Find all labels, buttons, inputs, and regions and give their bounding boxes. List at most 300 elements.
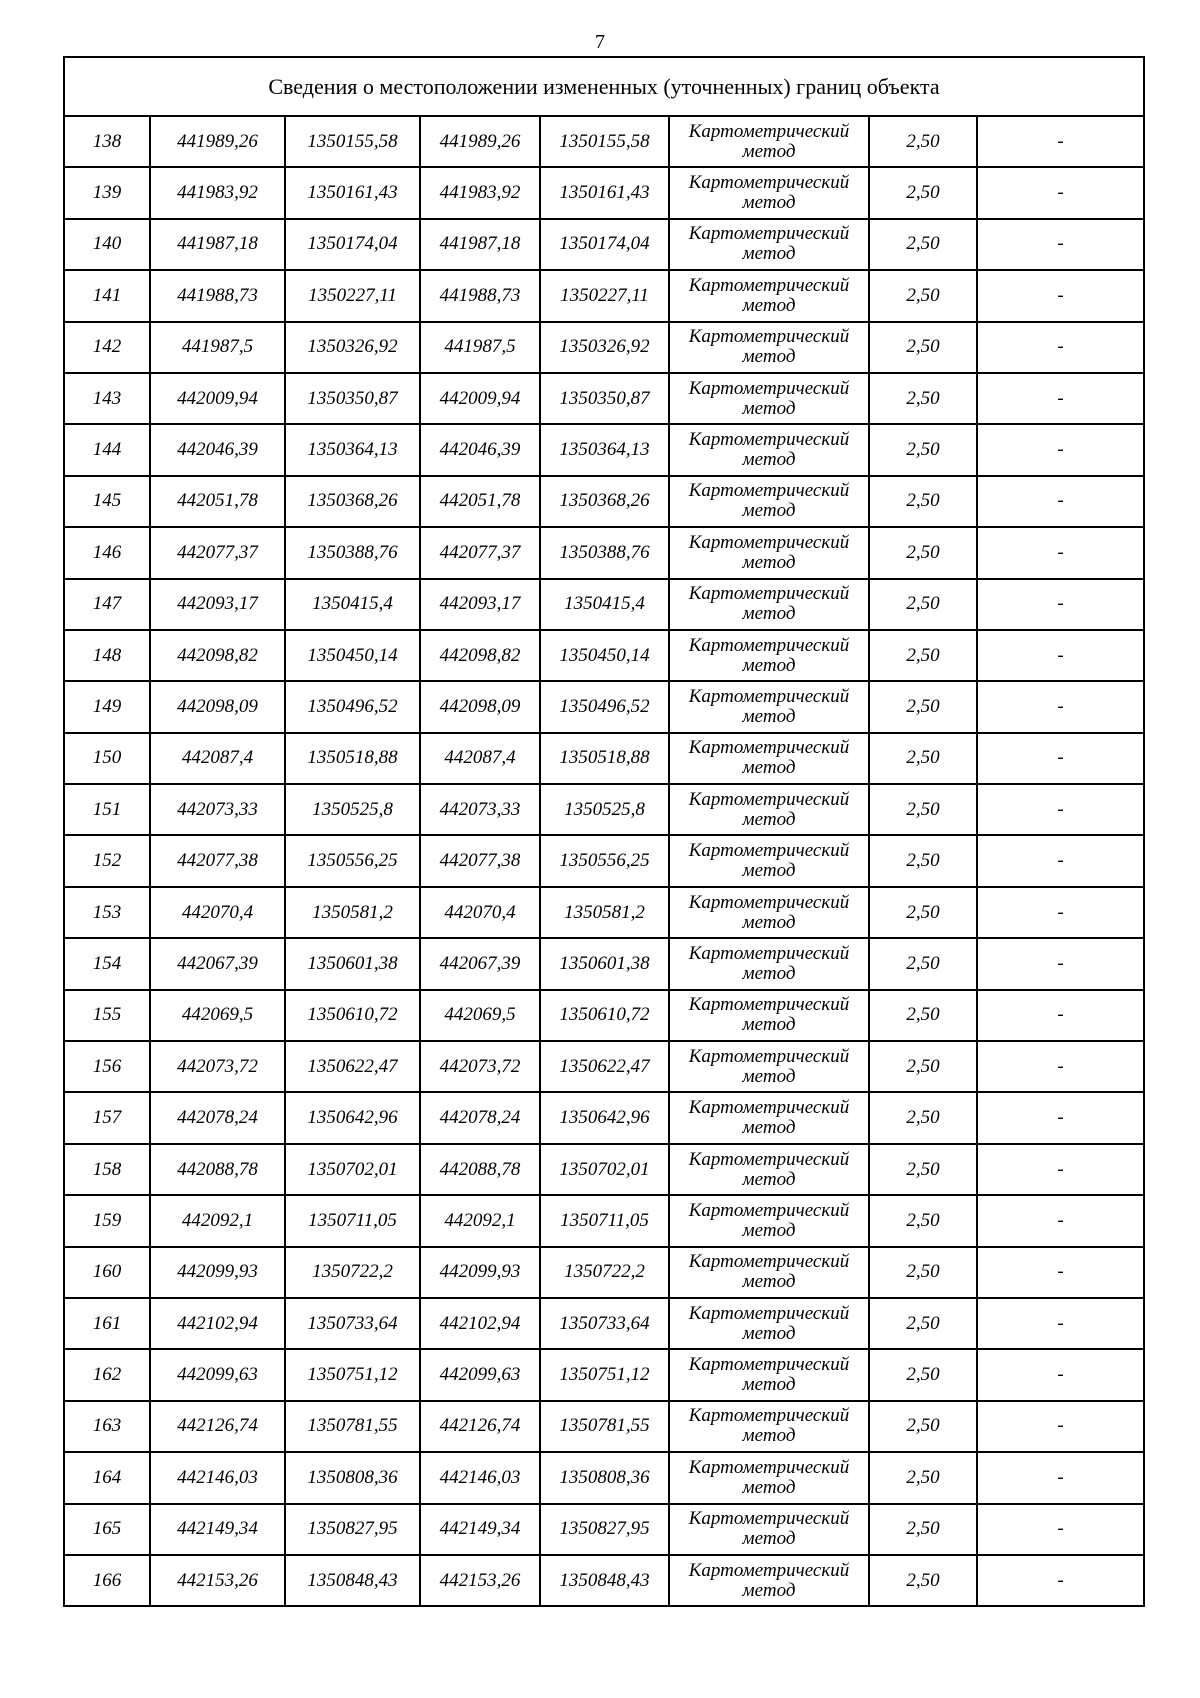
existing-y-cell: 1350174,04 bbox=[285, 219, 420, 270]
precision-cell: 2,50 bbox=[869, 322, 977, 373]
note-cell: - bbox=[977, 1144, 1144, 1195]
table-row bbox=[64, 1452, 1144, 1503]
table-row bbox=[64, 887, 1144, 938]
precision-cell: 2,50 bbox=[869, 270, 977, 321]
method-line-2: метод bbox=[742, 1579, 796, 1601]
existing-y-cell: 1350751,12 bbox=[285, 1349, 420, 1400]
table-title-row bbox=[64, 57, 1144, 116]
method-cell bbox=[669, 1401, 869, 1452]
refined-y-cell: 1350174,04 bbox=[540, 219, 669, 270]
table-row bbox=[64, 1555, 1144, 1606]
refined-x-cell: 442069,5 bbox=[420, 990, 540, 1041]
point-number-cell: 149 bbox=[64, 681, 150, 732]
method-cell bbox=[669, 1144, 869, 1195]
point-number-cell: 165 bbox=[64, 1504, 150, 1555]
refined-x-cell: 442009,94 bbox=[420, 373, 540, 424]
method-cell bbox=[669, 681, 869, 732]
refined-x-cell: 442073,33 bbox=[420, 784, 540, 835]
method-cell bbox=[669, 1349, 869, 1400]
method-cell bbox=[669, 1452, 869, 1503]
method-line-1: Картометрический bbox=[688, 1559, 850, 1581]
method-line-2: метод bbox=[742, 449, 796, 471]
existing-x-cell: 442098,82 bbox=[150, 630, 285, 681]
existing-y-cell: 1350518,88 bbox=[285, 733, 420, 784]
method-cell bbox=[669, 1247, 869, 1298]
table-row bbox=[64, 1144, 1144, 1195]
refined-y-cell: 1350601,38 bbox=[540, 938, 669, 989]
existing-x-cell: 442073,33 bbox=[150, 784, 285, 835]
existing-y-cell: 1350848,43 bbox=[285, 1555, 420, 1606]
refined-x-cell: 442099,93 bbox=[420, 1247, 540, 1298]
existing-x-cell: 441983,92 bbox=[150, 167, 285, 218]
method-cell bbox=[669, 1092, 869, 1143]
refined-x-cell: 442078,24 bbox=[420, 1092, 540, 1143]
precision-cell: 2,50 bbox=[869, 1504, 977, 1555]
method-cell bbox=[669, 116, 869, 167]
refined-y-cell: 1350364,13 bbox=[540, 424, 669, 475]
table-row bbox=[64, 322, 1144, 373]
boundary-coordinates-table bbox=[63, 56, 1145, 1607]
existing-y-cell: 1350711,05 bbox=[285, 1195, 420, 1246]
refined-y-cell: 1350808,36 bbox=[540, 1452, 669, 1503]
existing-y-cell: 1350496,52 bbox=[285, 681, 420, 732]
precision-cell: 2,50 bbox=[869, 1401, 977, 1452]
method-cell bbox=[669, 990, 869, 1041]
method-line-2: метод bbox=[742, 397, 796, 419]
table-row bbox=[64, 1247, 1144, 1298]
point-number-cell: 141 bbox=[64, 270, 150, 321]
existing-x-cell: 441988,73 bbox=[150, 270, 285, 321]
method-line-1: Картометрический bbox=[688, 994, 850, 1016]
refined-x-cell: 442153,26 bbox=[420, 1555, 540, 1606]
refined-x-cell: 442087,4 bbox=[420, 733, 540, 784]
point-number-cell: 144 bbox=[64, 424, 150, 475]
point-number-cell: 164 bbox=[64, 1452, 150, 1503]
refined-y-cell: 1350581,2 bbox=[540, 887, 669, 938]
precision-cell: 2,50 bbox=[869, 1247, 977, 1298]
method-line-2: метод bbox=[742, 860, 796, 882]
table-row bbox=[64, 1041, 1144, 1092]
method-cell bbox=[669, 1041, 869, 1092]
refined-y-cell: 1350227,11 bbox=[540, 270, 669, 321]
precision-cell: 2,50 bbox=[869, 373, 977, 424]
precision-cell: 2,50 bbox=[869, 1298, 977, 1349]
note-cell: - bbox=[977, 1092, 1144, 1143]
note-cell: - bbox=[977, 938, 1144, 989]
method-line-2: метод bbox=[742, 1425, 796, 1447]
method-line-1: Картометрический bbox=[688, 685, 850, 707]
method-line-2: метод bbox=[742, 551, 796, 573]
method-line-1: Картометрический bbox=[688, 377, 850, 399]
method-line-1: Картометрический bbox=[688, 429, 850, 451]
existing-x-cell: 442102,94 bbox=[150, 1298, 285, 1349]
note-cell: - bbox=[977, 1247, 1144, 1298]
refined-x-cell: 442092,1 bbox=[420, 1195, 540, 1246]
method-cell bbox=[669, 219, 869, 270]
note-cell: - bbox=[977, 167, 1144, 218]
existing-x-cell: 442051,78 bbox=[150, 476, 285, 527]
precision-cell: 2,50 bbox=[869, 116, 977, 167]
method-line-1: Картометрический bbox=[688, 1405, 850, 1427]
method-cell bbox=[669, 733, 869, 784]
existing-y-cell: 1350808,36 bbox=[285, 1452, 420, 1503]
table-row bbox=[64, 938, 1144, 989]
precision-cell: 2,50 bbox=[869, 1144, 977, 1195]
note-cell: - bbox=[977, 1504, 1144, 1555]
refined-x-cell: 442046,39 bbox=[420, 424, 540, 475]
note-cell: - bbox=[977, 784, 1144, 835]
note-cell: - bbox=[977, 835, 1144, 886]
note-cell: - bbox=[977, 887, 1144, 938]
method-cell bbox=[669, 887, 869, 938]
existing-x-cell: 441987,18 bbox=[150, 219, 285, 270]
method-cell bbox=[669, 167, 869, 218]
method-line-2: метод bbox=[742, 962, 796, 984]
method-line-1: Картометрический bbox=[688, 942, 850, 964]
refined-y-cell: 1350556,25 bbox=[540, 835, 669, 886]
existing-x-cell: 442009,94 bbox=[150, 373, 285, 424]
method-line-1: Картометрический bbox=[688, 1045, 850, 1067]
precision-cell: 2,50 bbox=[869, 887, 977, 938]
table-row bbox=[64, 476, 1144, 527]
point-number-cell: 138 bbox=[64, 116, 150, 167]
refined-y-cell: 1350326,92 bbox=[540, 322, 669, 373]
point-number-cell: 154 bbox=[64, 938, 150, 989]
method-line-2: метод bbox=[742, 654, 796, 676]
method-line-2: метод bbox=[742, 1528, 796, 1550]
point-number-cell: 155 bbox=[64, 990, 150, 1041]
existing-y-cell: 1350326,92 bbox=[285, 322, 420, 373]
existing-x-cell: 442153,26 bbox=[150, 1555, 285, 1606]
precision-cell: 2,50 bbox=[869, 733, 977, 784]
note-cell: - bbox=[977, 1349, 1144, 1400]
table-row bbox=[64, 784, 1144, 835]
existing-x-cell: 442126,74 bbox=[150, 1401, 285, 1452]
method-line-2: метод bbox=[742, 1117, 796, 1139]
method-line-1: Картометрический bbox=[688, 583, 850, 605]
point-number-cell: 146 bbox=[64, 527, 150, 578]
precision-cell: 2,50 bbox=[869, 1555, 977, 1606]
refined-x-cell: 441989,26 bbox=[420, 116, 540, 167]
note-cell: - bbox=[977, 1195, 1144, 1246]
table-row bbox=[64, 1298, 1144, 1349]
existing-x-cell: 442149,34 bbox=[150, 1504, 285, 1555]
method-line-2: метод bbox=[742, 1065, 796, 1087]
point-number-cell: 143 bbox=[64, 373, 150, 424]
existing-x-cell: 442088,78 bbox=[150, 1144, 285, 1195]
refined-x-cell: 442077,38 bbox=[420, 835, 540, 886]
existing-y-cell: 1350581,2 bbox=[285, 887, 420, 938]
method-line-1: Картометрический bbox=[688, 480, 850, 502]
existing-y-cell: 1350227,11 bbox=[285, 270, 420, 321]
precision-cell: 2,50 bbox=[869, 1092, 977, 1143]
existing-y-cell: 1350364,13 bbox=[285, 424, 420, 475]
precision-cell: 2,50 bbox=[869, 476, 977, 527]
refined-y-cell: 1350622,47 bbox=[540, 1041, 669, 1092]
precision-cell: 2,50 bbox=[869, 1041, 977, 1092]
existing-x-cell: 442099,93 bbox=[150, 1247, 285, 1298]
note-cell: - bbox=[977, 1041, 1144, 1092]
precision-cell: 2,50 bbox=[869, 219, 977, 270]
refined-y-cell: 1350751,12 bbox=[540, 1349, 669, 1400]
refined-y-cell: 1350711,05 bbox=[540, 1195, 669, 1246]
method-line-2: метод bbox=[742, 1374, 796, 1396]
method-line-2: метод bbox=[742, 1271, 796, 1293]
note-cell: - bbox=[977, 476, 1144, 527]
point-number-cell: 150 bbox=[64, 733, 150, 784]
existing-x-cell: 442078,24 bbox=[150, 1092, 285, 1143]
point-number-cell: 145 bbox=[64, 476, 150, 527]
page-number: 7 bbox=[595, 31, 605, 53]
note-cell: - bbox=[977, 630, 1144, 681]
table-row bbox=[64, 990, 1144, 1041]
refined-y-cell: 1350450,14 bbox=[540, 630, 669, 681]
method-line-2: метод bbox=[742, 911, 796, 933]
point-number-cell: 148 bbox=[64, 630, 150, 681]
refined-y-cell: 1350642,96 bbox=[540, 1092, 669, 1143]
existing-x-cell: 441987,5 bbox=[150, 322, 285, 373]
refined-y-cell: 1350518,88 bbox=[540, 733, 669, 784]
method-cell bbox=[669, 1504, 869, 1555]
method-line-2: метод bbox=[742, 705, 796, 727]
refined-x-cell: 442088,78 bbox=[420, 1144, 540, 1195]
refined-y-cell: 1350722,2 bbox=[540, 1247, 669, 1298]
table-row bbox=[64, 1401, 1144, 1452]
existing-y-cell: 1350556,25 bbox=[285, 835, 420, 886]
existing-y-cell: 1350722,2 bbox=[285, 1247, 420, 1298]
existing-x-cell: 442087,4 bbox=[150, 733, 285, 784]
refined-x-cell: 442093,17 bbox=[420, 579, 540, 630]
method-cell bbox=[669, 630, 869, 681]
method-line-2: метод bbox=[742, 192, 796, 214]
method-line-2: метод bbox=[742, 1322, 796, 1344]
method-cell bbox=[669, 527, 869, 578]
existing-y-cell: 1350610,72 bbox=[285, 990, 420, 1041]
existing-y-cell: 1350350,87 bbox=[285, 373, 420, 424]
point-number-cell: 147 bbox=[64, 579, 150, 630]
precision-cell: 2,50 bbox=[869, 1349, 977, 1400]
point-number-cell: 161 bbox=[64, 1298, 150, 1349]
existing-x-cell: 442146,03 bbox=[150, 1452, 285, 1503]
existing-x-cell: 442067,39 bbox=[150, 938, 285, 989]
method-cell bbox=[669, 322, 869, 373]
existing-y-cell: 1350781,55 bbox=[285, 1401, 420, 1452]
refined-y-cell: 1350610,72 bbox=[540, 990, 669, 1041]
method-cell bbox=[669, 1195, 869, 1246]
refined-x-cell: 442102,94 bbox=[420, 1298, 540, 1349]
method-line-2: метод bbox=[742, 603, 796, 625]
refined-y-cell: 1350368,26 bbox=[540, 476, 669, 527]
existing-y-cell: 1350622,47 bbox=[285, 1041, 420, 1092]
point-number-cell: 158 bbox=[64, 1144, 150, 1195]
table-row bbox=[64, 1092, 1144, 1143]
point-number-cell: 160 bbox=[64, 1247, 150, 1298]
refined-x-cell: 442098,09 bbox=[420, 681, 540, 732]
note-cell: - bbox=[977, 270, 1144, 321]
refined-y-cell: 1350155,58 bbox=[540, 116, 669, 167]
table-row bbox=[64, 527, 1144, 578]
note-cell: - bbox=[977, 424, 1144, 475]
existing-x-cell: 442069,5 bbox=[150, 990, 285, 1041]
existing-y-cell: 1350415,4 bbox=[285, 579, 420, 630]
refined-y-cell: 1350388,76 bbox=[540, 527, 669, 578]
refined-x-cell: 442051,78 bbox=[420, 476, 540, 527]
method-line-1: Картометрический bbox=[688, 531, 850, 553]
method-cell bbox=[669, 1555, 869, 1606]
refined-x-cell: 442098,82 bbox=[420, 630, 540, 681]
method-line-2: метод bbox=[742, 1168, 796, 1190]
note-cell: - bbox=[977, 990, 1144, 1041]
existing-x-cell: 442070,4 bbox=[150, 887, 285, 938]
refined-x-cell: 441987,18 bbox=[420, 219, 540, 270]
point-number-cell: 159 bbox=[64, 1195, 150, 1246]
existing-y-cell: 1350161,43 bbox=[285, 167, 420, 218]
table-row bbox=[64, 1349, 1144, 1400]
existing-y-cell: 1350733,64 bbox=[285, 1298, 420, 1349]
refined-y-cell: 1350781,55 bbox=[540, 1401, 669, 1452]
method-cell bbox=[669, 1298, 869, 1349]
refined-x-cell: 442073,72 bbox=[420, 1041, 540, 1092]
method-line-2: метод bbox=[742, 346, 796, 368]
refined-y-cell: 1350525,8 bbox=[540, 784, 669, 835]
note-cell: - bbox=[977, 527, 1144, 578]
existing-x-cell: 442099,63 bbox=[150, 1349, 285, 1400]
method-line-1: Картометрический bbox=[688, 840, 850, 862]
precision-cell: 2,50 bbox=[869, 835, 977, 886]
precision-cell: 2,50 bbox=[869, 1195, 977, 1246]
table-row bbox=[64, 219, 1144, 270]
refined-y-cell: 1350496,52 bbox=[540, 681, 669, 732]
note-cell: - bbox=[977, 322, 1144, 373]
note-cell: - bbox=[977, 373, 1144, 424]
table-row bbox=[64, 270, 1144, 321]
precision-cell: 2,50 bbox=[869, 990, 977, 1041]
table-title: Сведения о местоположении измененных (уточненных) границ объекта bbox=[64, 57, 1144, 116]
refined-x-cell: 441988,73 bbox=[420, 270, 540, 321]
refined-x-cell: 442126,74 bbox=[420, 1401, 540, 1452]
method-cell bbox=[669, 784, 869, 835]
refined-x-cell: 442070,4 bbox=[420, 887, 540, 938]
method-cell bbox=[669, 424, 869, 475]
method-line-2: метод bbox=[742, 1476, 796, 1498]
precision-cell: 2,50 bbox=[869, 681, 977, 732]
method-line-1: Картометрический bbox=[688, 737, 850, 759]
method-line-1: Картометрический bbox=[688, 223, 850, 245]
table-body bbox=[64, 57, 1144, 1606]
point-number-cell: 153 bbox=[64, 887, 150, 938]
existing-x-cell: 442046,39 bbox=[150, 424, 285, 475]
existing-y-cell: 1350450,14 bbox=[285, 630, 420, 681]
refined-x-cell: 442146,03 bbox=[420, 1452, 540, 1503]
method-line-2: метод bbox=[742, 294, 796, 316]
note-cell: - bbox=[977, 681, 1144, 732]
refined-x-cell: 441987,5 bbox=[420, 322, 540, 373]
existing-x-cell: 442098,09 bbox=[150, 681, 285, 732]
precision-cell: 2,50 bbox=[869, 630, 977, 681]
method-line-1: Картометрический bbox=[688, 1148, 850, 1170]
method-cell bbox=[669, 270, 869, 321]
method-line-1: Картометрический bbox=[688, 788, 850, 810]
note-cell: - bbox=[977, 116, 1144, 167]
method-line-1: Картометрический bbox=[688, 1097, 850, 1119]
method-line-2: метод bbox=[742, 140, 796, 162]
method-line-2: метод bbox=[742, 500, 796, 522]
existing-y-cell: 1350388,76 bbox=[285, 527, 420, 578]
precision-cell: 2,50 bbox=[869, 424, 977, 475]
refined-y-cell: 1350733,64 bbox=[540, 1298, 669, 1349]
method-line-1: Картометрический bbox=[688, 1251, 850, 1273]
point-number-cell: 162 bbox=[64, 1349, 150, 1400]
existing-y-cell: 1350368,26 bbox=[285, 476, 420, 527]
refined-y-cell: 1350161,43 bbox=[540, 167, 669, 218]
precision-cell: 2,50 bbox=[869, 579, 977, 630]
method-line-1: Картометрический bbox=[688, 1302, 850, 1324]
table-row bbox=[64, 373, 1144, 424]
method-line-1: Картометрический bbox=[688, 634, 850, 656]
existing-y-cell: 1350525,8 bbox=[285, 784, 420, 835]
existing-y-cell: 1350155,58 bbox=[285, 116, 420, 167]
method-line-1: Картометрический bbox=[688, 172, 850, 194]
existing-x-cell: 441989,26 bbox=[150, 116, 285, 167]
point-number-cell: 151 bbox=[64, 784, 150, 835]
method-line-2: метод bbox=[742, 808, 796, 830]
method-line-2: метод bbox=[742, 757, 796, 779]
refined-y-cell: 1350848,43 bbox=[540, 1555, 669, 1606]
precision-cell: 2,50 bbox=[869, 527, 977, 578]
point-number-cell: 156 bbox=[64, 1041, 150, 1092]
refined-y-cell: 1350827,95 bbox=[540, 1504, 669, 1555]
existing-x-cell: 442092,1 bbox=[150, 1195, 285, 1246]
existing-x-cell: 442073,72 bbox=[150, 1041, 285, 1092]
precision-cell: 2,50 bbox=[869, 167, 977, 218]
note-cell: - bbox=[977, 733, 1144, 784]
point-number-cell: 142 bbox=[64, 322, 150, 373]
method-line-1: Картометрический bbox=[688, 1456, 850, 1478]
refined-x-cell: 442077,37 bbox=[420, 527, 540, 578]
note-cell: - bbox=[977, 219, 1144, 270]
table-row bbox=[64, 733, 1144, 784]
refined-x-cell: 442067,39 bbox=[420, 938, 540, 989]
existing-y-cell: 1350642,96 bbox=[285, 1092, 420, 1143]
existing-y-cell: 1350702,01 bbox=[285, 1144, 420, 1195]
method-line-1: Картометрический bbox=[688, 120, 850, 142]
point-number-cell: 163 bbox=[64, 1401, 150, 1452]
table-row bbox=[64, 424, 1144, 475]
method-cell bbox=[669, 373, 869, 424]
method-cell bbox=[669, 938, 869, 989]
method-cell bbox=[669, 476, 869, 527]
method-line-1: Картометрический bbox=[688, 274, 850, 296]
refined-x-cell: 442149,34 bbox=[420, 1504, 540, 1555]
existing-y-cell: 1350827,95 bbox=[285, 1504, 420, 1555]
table-row bbox=[64, 835, 1144, 886]
point-number-cell: 152 bbox=[64, 835, 150, 886]
method-line-2: метод bbox=[742, 1014, 796, 1036]
table-row bbox=[64, 681, 1144, 732]
note-cell: - bbox=[977, 1298, 1144, 1349]
existing-y-cell: 1350601,38 bbox=[285, 938, 420, 989]
point-number-cell: 166 bbox=[64, 1555, 150, 1606]
existing-x-cell: 442093,17 bbox=[150, 579, 285, 630]
method-line-1: Картометрический bbox=[688, 1508, 850, 1530]
method-line-1: Картометрический bbox=[688, 1354, 850, 1376]
note-cell: - bbox=[977, 1452, 1144, 1503]
point-number-cell: 157 bbox=[64, 1092, 150, 1143]
table-row bbox=[64, 579, 1144, 630]
existing-x-cell: 442077,38 bbox=[150, 835, 285, 886]
method-line-1: Картометрический bbox=[688, 326, 850, 348]
method-cell bbox=[669, 835, 869, 886]
